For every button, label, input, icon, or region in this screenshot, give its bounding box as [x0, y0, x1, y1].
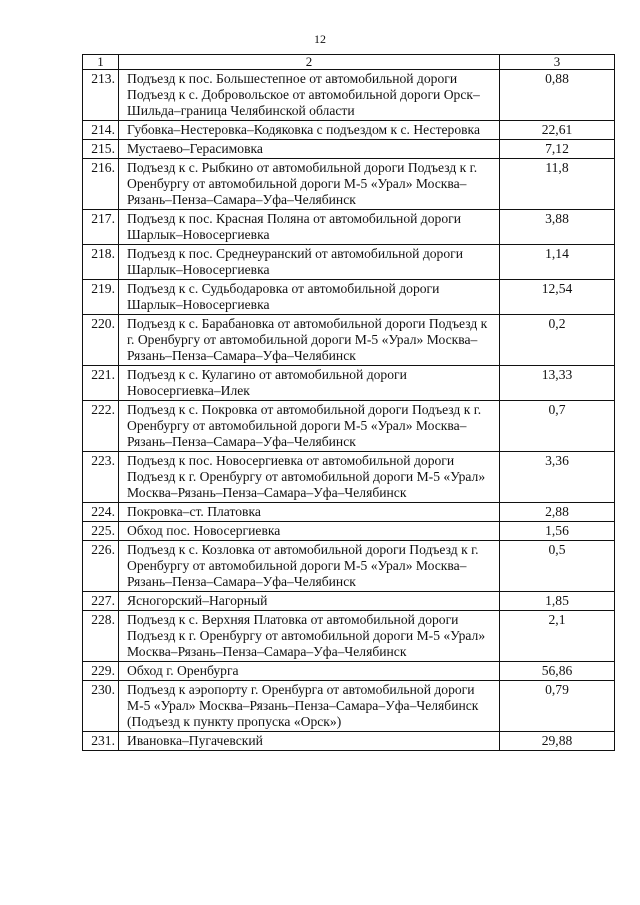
road-length: 3,36: [500, 452, 615, 503]
row-number: 218.: [83, 245, 119, 280]
table-row: [83, 70, 615, 121]
road-length: 1,56: [500, 522, 615, 541]
row-number: 223.: [83, 452, 119, 503]
table-row: [83, 140, 615, 159]
road-length: 11,8: [500, 159, 615, 210]
road-length: 0,7: [500, 401, 615, 452]
table-row: [83, 280, 615, 315]
table-row: [83, 681, 615, 732]
road-length: 2,88: [500, 503, 615, 522]
row-number: 227.: [83, 592, 119, 611]
row-number: 216.: [83, 159, 119, 210]
row-number: 228.: [83, 611, 119, 662]
column-header-number: 1: [83, 55, 119, 70]
road-length: 0,2: [500, 315, 615, 366]
road-length: 0,88: [500, 70, 615, 121]
row-number: 221.: [83, 366, 119, 401]
road-name: Мустаево–Герасимовка: [119, 140, 500, 159]
table-row: [83, 503, 615, 522]
row-number: 230.: [83, 681, 119, 732]
table-row: [83, 121, 615, 140]
table-row: [83, 315, 615, 366]
road-name: Подъезд к с. Рыбкино от автомобильной дороги Подъезд к г. Оренбургу от автомобильной дороги М-5 «Урал» Москва–Рязань–Пенза–Самара–Уфа–Челябинск: [119, 159, 500, 210]
table-row: [83, 732, 615, 751]
road-name: Подъезд к пос. Среднеуранский от автомобильной дороги Шарлык–Новосергиевка: [119, 245, 500, 280]
column-header-name: 2: [119, 55, 500, 70]
road-name: Подъезд к с. Кулагино от автомобильной дороги Новосергиевка–Илек: [119, 366, 500, 401]
road-name: Губовка–Нестеровка–Кодяковка с подъездом к с. Нестеровка: [119, 121, 500, 140]
table-row: [83, 159, 615, 210]
road-name: Подъезд к пос. Большестепное от автомобильной дороги Подъезд к с. Добровольское от автомобильной дороги Орск–Шильда–граница Челябинской области: [119, 70, 500, 121]
road-length: 0,79: [500, 681, 615, 732]
road-name: Обход пос. Новосергиевка: [119, 522, 500, 541]
row-number: 215.: [83, 140, 119, 159]
road-name: Подъезд к пос. Новосергиевка от автомобильной дороги Подъезд к г. Оренбургу от автомобильной дороги М-5 «Урал» Москва–Рязань–Пенза–Самара–Уфа–Челябинск: [119, 452, 500, 503]
table-header-row: [83, 55, 615, 70]
row-number: 217.: [83, 210, 119, 245]
table-row: [83, 245, 615, 280]
road-length: 7,12: [500, 140, 615, 159]
column-header-length: 3: [500, 55, 615, 70]
road-length: 22,61: [500, 121, 615, 140]
road-length: 2,1: [500, 611, 615, 662]
table-row: [83, 592, 615, 611]
road-name: Подъезд к с. Верхняя Платовка от автомобильной дороги Подъезд к г. Оренбургу от автомобильной дороги М-5 «Урал» Москва–Рязань–Пенза–Самара–Уфа–Челябинск: [119, 611, 500, 662]
road-length: 1,14: [500, 245, 615, 280]
table-row: [83, 210, 615, 245]
row-number: 226.: [83, 541, 119, 592]
road-length: 0,5: [500, 541, 615, 592]
road-name: Подъезд к с. Козловка от автомобильной дороги Подъезд к г. Оренбургу от автомобильной дороги М-5 «Урал» Москва–Рязань–Пенза–Самара–Уфа–Челябинск: [119, 541, 500, 592]
road-name: Ясногорский–Нагорный: [119, 592, 500, 611]
table-row: [83, 452, 615, 503]
table-row: [83, 522, 615, 541]
row-number: 231.: [83, 732, 119, 751]
table-body: [83, 70, 615, 751]
road-length: 13,33: [500, 366, 615, 401]
table-row: [83, 611, 615, 662]
row-number: 229.: [83, 662, 119, 681]
table-row: [83, 541, 615, 592]
road-name: Подъезд к с. Судьбодаровка от автомобильной дороги Шарлык–Новосергиевка: [119, 280, 500, 315]
row-number: 225.: [83, 522, 119, 541]
row-number: 219.: [83, 280, 119, 315]
road-name: Подъезд к пос. Красная Поляна от автомобильной дороги Шарлык–Новосергиевка: [119, 210, 500, 245]
table-row: [83, 662, 615, 681]
road-name: Обход г. Оренбурга: [119, 662, 500, 681]
road-length: 1,85: [500, 592, 615, 611]
road-length: 56,86: [500, 662, 615, 681]
row-number: 213.: [83, 70, 119, 121]
row-number: 220.: [83, 315, 119, 366]
road-name: Ивановка–Пугачевский: [119, 732, 500, 751]
table-row: [83, 401, 615, 452]
road-name: Подъезд к с. Барабановка от автомобильной дороги Подъезд к г. Оренбургу от автомобильной дороги М-5 «Урал» Москва–Рязань–Пенза–Самара–Уфа–Челябинск: [119, 315, 500, 366]
road-name: Подъезд к аэропорту г. Оренбурга от автомобильной дороги М-5 «Урал» Москва–Рязань–Пенза–Самара–Уфа–Челябинск (Подъезд к пункту пропуска «Орск»): [119, 681, 500, 732]
road-length: 12,54: [500, 280, 615, 315]
road-length: 3,88: [500, 210, 615, 245]
page-number: 12: [314, 32, 326, 46]
table-row: [83, 366, 615, 401]
road-name: Подъезд к с. Покровка от автомобильной дороги Подъезд к г. Оренбургу от автомобильной дороги М-5 «Урал» Москва–Рязань–Пенза–Самара–Уфа–Челябинск: [119, 401, 500, 452]
road-name: Покровка–ст. Платовка: [119, 503, 500, 522]
row-number: 214.: [83, 121, 119, 140]
road-length: 29,88: [500, 732, 615, 751]
row-number: 222.: [83, 401, 119, 452]
row-number: 224.: [83, 503, 119, 522]
roads-table: [82, 54, 615, 751]
